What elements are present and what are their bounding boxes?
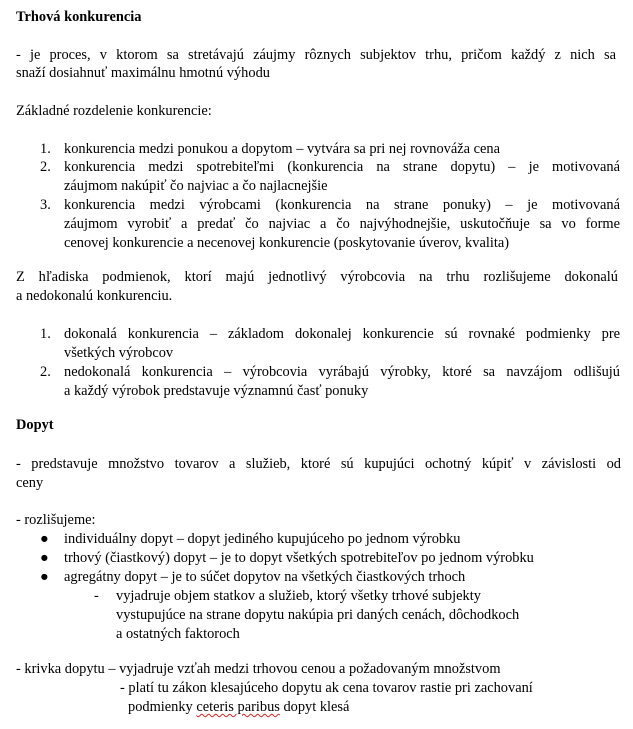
sub-item-line: a ostatných faktoroch	[116, 626, 240, 642]
law-line: podmienky ceteris paribus dopyt klesá	[128, 699, 350, 715]
spellcheck-term: ceteris paribus	[196, 699, 280, 715]
list-number: 1.	[40, 141, 51, 157]
list-number: 2.	[40, 364, 51, 380]
list-item-text: všetkých výrobcov	[64, 345, 174, 361]
list-item-text: konkurencia medzi výrobcami (konkurencia na strane ponuky) – je motivovaná	[64, 197, 620, 213]
bullet-icon: ●	[40, 531, 49, 547]
list-item-text: dokonalá konkurencia – základom dokonalej konkurencie sú rovnaké podmienky pre	[64, 326, 620, 342]
bullet-item-text: agregátny dopyt – je to súčet dopytov na všetkých čiastkových trhoch	[64, 569, 466, 585]
division-subheading: Základné rozdelenie konkurencie:	[16, 103, 212, 119]
conditions-paragraph-line: a nedokonalú konkurenciu.	[16, 288, 173, 304]
conditions-paragraph-line: Z hľadiska podmienok, ktorí majú jednotlivý výrobcovia na trhu rozlišujeme dokonalú	[16, 269, 618, 285]
list-item-text: a každý výrobok predstavuje významnú časť ponuky	[64, 383, 369, 399]
list-item-text: konkurencia medzi ponukou a dopytom – vytvára sa pri nej rovnováža cena	[64, 141, 500, 157]
list-item-text: cenovej konkurencie a necenovej konkurencie (poskytovanie úverov, kvalita)	[64, 235, 509, 251]
competition-definition-line: - je proces, v ktorom sa stretávajú záujmy rôznych subjektov trhu, pričom každý z nich sa	[16, 47, 616, 63]
sub-dash: -	[94, 588, 99, 604]
demand-definition-line: - predstavuje množstvo tovarov a služieb, ktoré sú kupujúci ochotný kúpiť v závislosti od	[16, 456, 621, 472]
section-heading-market-competition: Trhová konkurencia	[16, 9, 142, 25]
sub-item-line: vystupujúce na strane dopytu nakúpia pri daných cenách, dôchodkoch	[116, 607, 520, 623]
distinguish-label: - rozlišujeme:	[16, 512, 96, 528]
section-heading-demand: Dopyt	[16, 417, 54, 433]
bullet-item-text: individuálny dopyt – dopyt jediného kupujúceho po jednom výrobku	[64, 531, 461, 547]
demand-curve-line: - krivka dopytu – vyjadruje vzťah medzi trhovou cenou a požadovaným množstvom	[16, 661, 501, 677]
law-line: - platí tu zákon klesajúceho dopytu ak cena tovarov rastie pri zachovaní	[120, 680, 533, 696]
list-number: 1.	[40, 326, 51, 342]
list-item-text: záujmom nakúpiť čo najviac a čo najlacnejšie	[64, 178, 328, 194]
list-number: 3.	[40, 197, 51, 213]
competition-definition-line: snaží dosiahnuť maximálnu hmotnú výhodu	[16, 65, 270, 81]
bullet-icon: ●	[40, 569, 49, 585]
list-number: 2.	[40, 159, 51, 175]
list-item-text: nedokonalá konkurencia – výrobcovia vyrábajú výrobky, ktoré sa navzájom odlišujú	[64, 364, 620, 380]
bullet-item-text: trhový (čiastkový) dopyt – je to dopyt všetkých spotrebiteľov po jednom výrobku	[64, 550, 534, 566]
demand-definition-line: ceny	[16, 475, 44, 491]
bullet-icon: ●	[40, 550, 49, 566]
list-item-text: konkurencia medzi spotrebiteľmi (konkurencia na strane dopytu) – je motivovaná	[64, 159, 620, 175]
sub-item-line: vyjadruje objem statkov a služieb, ktorý všetky trhové subjekty	[116, 588, 481, 604]
list-item-text: záujmom vyrobiť a predať čo najviac a čo najvýhodnejšie, uskutočňuje sa vo forme	[64, 216, 620, 232]
